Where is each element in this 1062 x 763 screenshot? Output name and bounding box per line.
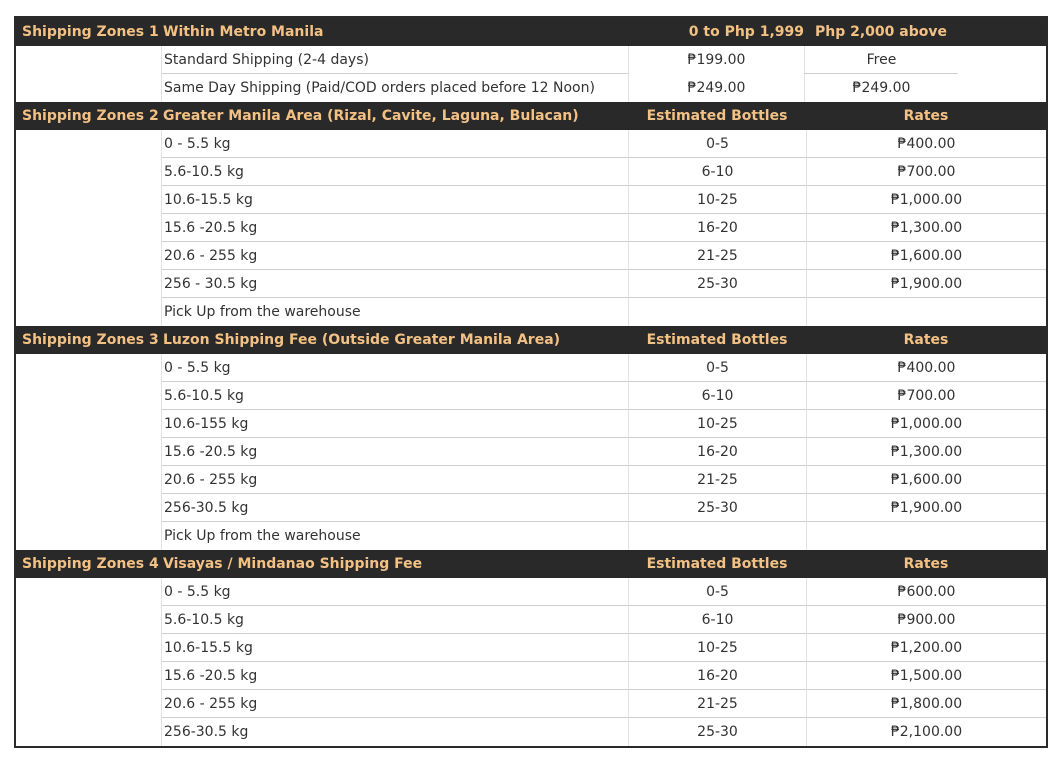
row-value-b: ₱1,900.00 — [806, 494, 1046, 522]
row-value-b: ₱700.00 — [806, 158, 1046, 186]
table-row — [16, 606, 1046, 634]
row-description: 20.6 - 255 kg — [161, 242, 628, 270]
row-value-a: 10-25 — [628, 410, 806, 438]
zone-2-header-row — [16, 102, 1046, 130]
row-value-a: 16-20 — [628, 662, 806, 690]
row-value-a: 0-5 — [628, 578, 806, 606]
column-header-b: Rates — [903, 556, 949, 572]
table-row — [16, 242, 1046, 270]
zone-1-header-row — [16, 18, 1046, 46]
row-description: 5.6-10.5 kg — [161, 382, 628, 410]
row-value-a: 25-30 — [628, 494, 806, 522]
row-description: 20.6 - 255 kg — [161, 690, 628, 718]
row-value-a: ₱199.00 — [628, 46, 804, 74]
zone-label: Shipping Zones 1 — [22, 24, 159, 40]
row-description: 256 - 30.5 kg — [161, 270, 628, 298]
table-row — [16, 130, 1046, 158]
row-value-a: 0-5 — [628, 354, 806, 382]
table-row — [16, 578, 1046, 606]
row-value-a: 21-25 — [628, 466, 806, 494]
zone-label: Shipping Zones 3 — [22, 332, 159, 348]
row-description: Pick Up from the warehouse — [161, 522, 628, 550]
row-value-a: 0-5 — [628, 130, 806, 158]
shipping-rates-table — [14, 16, 1048, 748]
zone-title: Greater Manila Area (Rizal, Cavite, Laguna, Bulacan) — [163, 108, 579, 124]
row-value-a: 6-10 — [628, 382, 806, 410]
table-row — [16, 634, 1046, 662]
row-description: 5.6-10.5 kg — [161, 158, 628, 186]
row-description: 15.6 -20.5 kg — [161, 214, 628, 242]
row-value-a: 16-20 — [628, 438, 806, 466]
table-row — [16, 662, 1046, 690]
row-value-a: 6-10 — [628, 606, 806, 634]
row-description: 10.6-155 kg — [161, 410, 628, 438]
zone-label: Shipping Zones 4 — [22, 556, 159, 572]
table-row — [16, 438, 1046, 466]
table-row — [16, 410, 1046, 438]
table-row — [16, 522, 1046, 550]
row-value-b: ₱1,000.00 — [806, 186, 1046, 214]
row-description: 256-30.5 kg — [161, 718, 628, 746]
row-description: 0 - 5.5 kg — [161, 130, 628, 158]
zone-3-header-row — [16, 326, 1046, 354]
column-header-a: Estimated Bottles — [646, 108, 788, 124]
row-description: 10.6-15.5 kg — [161, 634, 628, 662]
zone-title: Visayas / Mindanao Shipping Fee — [163, 556, 423, 572]
row-value-b: ₱400.00 — [806, 354, 1046, 382]
row-value-b: ₱1,300.00 — [806, 214, 1046, 242]
column-header-b: Rates — [903, 108, 949, 124]
row-value-b: ₱1,900.00 — [806, 270, 1046, 298]
table-row — [16, 466, 1046, 494]
row-value-b: ₱249.00 — [804, 74, 958, 102]
table-row — [16, 270, 1046, 298]
zone-title: Luzon Shipping Fee (Outside Greater Manila Area) — [163, 332, 561, 348]
table-row — [16, 718, 1046, 746]
row-description: 5.6-10.5 kg — [161, 606, 628, 634]
row-value-a — [628, 298, 806, 326]
row-description: Pick Up from the warehouse — [161, 298, 628, 326]
row-description: 20.6 - 255 kg — [161, 466, 628, 494]
table-row — [16, 74, 1046, 102]
table-row — [16, 158, 1046, 186]
table-row — [16, 382, 1046, 410]
row-description: Same Day Shipping (Paid/COD orders placed before 12 Noon) — [161, 74, 628, 102]
row-value-a: 6-10 — [628, 158, 806, 186]
column-header-b: Rates — [903, 332, 949, 348]
row-value-a: 25-30 — [628, 718, 806, 746]
table-row — [16, 354, 1046, 382]
column-header-a: Estimated Bottles — [646, 332, 788, 348]
zone-4-header-row — [16, 550, 1046, 578]
row-value-b — [806, 522, 1046, 550]
row-value-a — [628, 522, 806, 550]
row-value-b: ₱1,600.00 — [806, 466, 1046, 494]
row-value-a: 16-20 — [628, 214, 806, 242]
row-value-a: 10-25 — [628, 634, 806, 662]
table-row — [16, 46, 1046, 74]
row-value-a: 25-30 — [628, 270, 806, 298]
row-value-b: ₱2,100.00 — [806, 718, 1046, 746]
row-value-b — [806, 298, 1046, 326]
table-row — [16, 494, 1046, 522]
row-value-b: ₱700.00 — [806, 382, 1046, 410]
row-description: 15.6 -20.5 kg — [161, 438, 628, 466]
table-row — [16, 298, 1046, 326]
row-value-a: ₱249.00 — [628, 74, 804, 102]
row-value-b: ₱900.00 — [806, 606, 1046, 634]
table-row — [16, 214, 1046, 242]
row-value-a: 10-25 — [628, 186, 806, 214]
row-description: 15.6 -20.5 kg — [161, 662, 628, 690]
row-description: 0 - 5.5 kg — [161, 578, 628, 606]
row-value-a: 21-25 — [628, 242, 806, 270]
row-value-b: ₱1,200.00 — [806, 634, 1046, 662]
row-value-b: ₱1,300.00 — [806, 438, 1046, 466]
column-header-a: Estimated Bottles — [646, 556, 788, 572]
row-value-b: ₱1,800.00 — [806, 690, 1046, 718]
zone-label: Shipping Zones 2 — [22, 108, 159, 124]
row-value-b: ₱400.00 — [806, 130, 1046, 158]
zone-title: Within Metro Manila — [163, 24, 324, 40]
row-description: 0 - 5.5 kg — [161, 354, 628, 382]
column-header-b: Php 2,000 above — [815, 24, 947, 40]
row-description: 10.6-15.5 kg — [161, 186, 628, 214]
row-value-b: ₱1,000.00 — [806, 410, 1046, 438]
row-description: 256-30.5 kg — [161, 494, 628, 522]
row-value-b: ₱600.00 — [806, 578, 1046, 606]
row-value-b: Free — [804, 46, 958, 74]
row-value-a: 21-25 — [628, 690, 806, 718]
table-row — [16, 690, 1046, 718]
row-value-b: ₱1,600.00 — [806, 242, 1046, 270]
column-header-a: 0 to Php 1,999 — [688, 24, 804, 40]
row-value-b: ₱1,500.00 — [806, 662, 1046, 690]
row-description: Standard Shipping (2-4 days) — [161, 46, 628, 74]
table-row — [16, 186, 1046, 214]
